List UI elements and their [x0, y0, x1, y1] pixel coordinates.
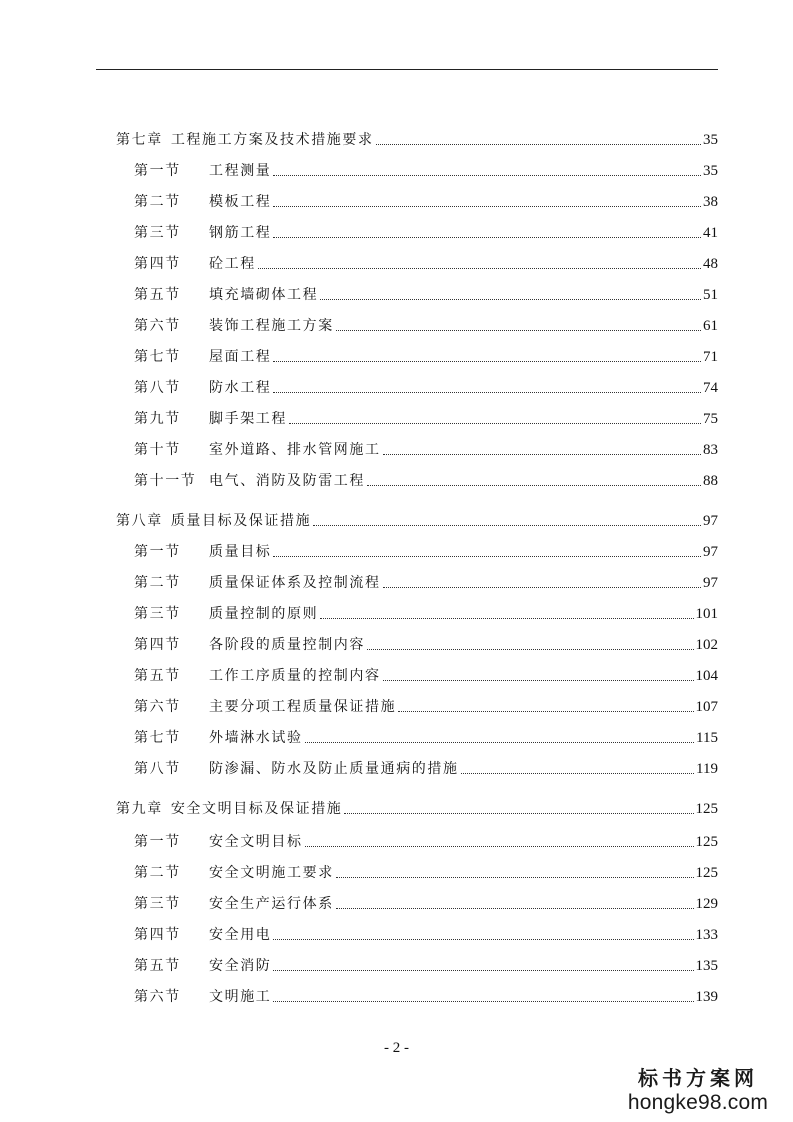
toc-leader [289, 423, 701, 424]
toc-page-number: 97 [703, 513, 718, 529]
toc-leader [273, 237, 701, 238]
toc-entry-section[interactable] [134, 344, 718, 366]
toc-page-number: 102 [695, 637, 718, 653]
toc-number: 第七节 [134, 349, 181, 365]
toc-leader [383, 454, 701, 455]
toc-leader [273, 392, 701, 393]
toc-title: 安全文明目标及保证措施 [170, 801, 343, 817]
toc-entry-section[interactable] [134, 694, 718, 716]
watermark-name: 标书方案网 [638, 1066, 758, 1090]
toc-entry-section[interactable] [134, 375, 718, 397]
toc-page-number: 139 [695, 989, 718, 1005]
toc-number: 第八节 [134, 761, 181, 777]
toc-entry-section[interactable] [134, 313, 718, 335]
toc-page-number: 119 [696, 761, 718, 777]
page-number-footer: - 2 - [384, 1040, 409, 1056]
toc-page-number: 51 [703, 287, 718, 303]
toc-title: 质量目标及保证措施 [170, 513, 312, 529]
toc-number: 第二节 [134, 865, 181, 881]
toc-entry-section[interactable] [134, 922, 718, 944]
toc-page-number: 38 [703, 194, 718, 210]
toc-number: 第七章 [116, 132, 163, 148]
toc-title: 安全用电 [209, 927, 272, 943]
toc-leader [273, 970, 693, 971]
toc-entry-chapter[interactable] [116, 127, 718, 149]
toc-entry-section[interactable] [134, 601, 718, 623]
toc-leader [398, 711, 693, 712]
toc-title: 安全生产运行体系 [209, 896, 334, 912]
toc-number: 第四节 [134, 927, 181, 943]
toc-number: 第二节 [134, 575, 181, 591]
toc-number: 第一节 [134, 163, 181, 179]
toc-entry-section[interactable] [134, 468, 718, 490]
toc-leader [461, 773, 694, 774]
toc-number: 第九节 [134, 411, 181, 427]
toc-entry-section[interactable] [134, 158, 718, 180]
toc-number: 第四节 [134, 256, 181, 272]
toc-leader [305, 846, 694, 847]
toc-leader [336, 330, 701, 331]
toc-page-number: 104 [695, 668, 718, 684]
toc-title: 质量保证体系及控制流程 [209, 575, 381, 591]
toc-entry-section[interactable] [134, 953, 718, 975]
toc-title: 钢筋工程 [209, 225, 272, 241]
toc-leader [273, 1001, 693, 1002]
toc-page-number: 41 [703, 225, 718, 241]
toc-title: 质量控制的原则 [209, 606, 319, 622]
toc-page-number: 35 [703, 132, 718, 148]
toc-page-number: 35 [703, 163, 718, 179]
toc-number: 第三节 [134, 896, 181, 912]
toc-title: 工作工序质量的控制内容 [209, 668, 381, 684]
toc-number: 第七节 [134, 730, 181, 746]
toc-entry-section[interactable] [134, 663, 718, 685]
toc-page-number: 129 [695, 896, 718, 912]
toc-leader [367, 485, 701, 486]
toc-page-number: 74 [703, 380, 718, 396]
toc-leader [376, 144, 701, 145]
toc-number: 第四节 [134, 637, 181, 653]
toc-page-number: 125 [695, 801, 718, 817]
toc-title: 屋面工程 [209, 349, 272, 365]
toc-leader [320, 618, 693, 619]
toc-leader [313, 525, 701, 526]
toc-entry-section[interactable] [134, 632, 718, 654]
toc-title: 防水工程 [209, 380, 272, 396]
toc-title: 安全文明施工要求 [209, 865, 334, 881]
toc-leader [344, 813, 693, 814]
toc-leader [305, 742, 694, 743]
toc-page-number: 97 [703, 575, 718, 591]
toc-entry-section[interactable] [134, 189, 718, 211]
toc-entry-chapter[interactable] [116, 508, 718, 530]
toc-number: 第一节 [134, 544, 181, 560]
toc-leader [336, 908, 694, 909]
toc-number: 第五节 [134, 287, 181, 303]
toc-title: 外墙淋水试验 [209, 730, 303, 746]
toc-entry-section[interactable] [134, 251, 718, 273]
toc-page-number: 135 [695, 958, 718, 974]
toc-title: 文明施工 [209, 989, 272, 1005]
toc-page-number: 48 [703, 256, 718, 272]
toc-number: 第五节 [134, 958, 181, 974]
toc-entry-section[interactable] [134, 725, 718, 747]
toc-title: 装饰工程施工方案 [209, 318, 334, 334]
toc-entry-section[interactable] [134, 406, 718, 428]
toc-entry-section[interactable] [134, 282, 718, 304]
toc-number: 第三节 [134, 606, 181, 622]
toc-entry-section[interactable] [134, 891, 718, 913]
toc-leader [383, 587, 701, 588]
toc-number: 第八章 [116, 513, 163, 529]
toc-title: 脚手架工程 [209, 411, 287, 427]
toc-entry-section[interactable] [134, 829, 718, 851]
toc-leader [336, 877, 694, 878]
toc-leader [273, 361, 701, 362]
toc-title: 工程施工方案及技术措施要求 [170, 132, 374, 148]
toc-title: 填充墙砌体工程 [209, 287, 319, 303]
toc-leader [383, 680, 694, 681]
toc-number: 第二节 [134, 194, 181, 210]
toc-title: 电气、消防及防雷工程 [209, 473, 365, 489]
toc-leader [273, 939, 693, 940]
toc-entry-chapter[interactable] [116, 796, 718, 818]
toc-page-number: 75 [703, 411, 718, 427]
toc-title: 室外道路、排水管网施工 [209, 442, 381, 458]
toc-page-number: 83 [703, 442, 718, 458]
toc-title: 防渗漏、防水及防止质量通病的措施 [209, 761, 459, 777]
toc-title: 主要分项工程质量保证措施 [209, 699, 397, 715]
toc-number: 第九章 [116, 801, 163, 817]
toc-title: 工程测量 [209, 163, 272, 179]
watermark-logo [613, 1066, 783, 1116]
toc-leader [273, 175, 701, 176]
toc-page-number: 71 [703, 349, 718, 365]
toc-title: 各阶段的质量控制内容 [209, 637, 365, 653]
toc-leader [273, 556, 701, 557]
toc-number: 第十一节 [134, 473, 197, 489]
toc-title: 安全消防 [209, 958, 272, 974]
toc-entry-section[interactable] [134, 220, 718, 242]
toc-page-number: 88 [703, 473, 718, 489]
toc-number: 第五节 [134, 668, 181, 684]
toc-page-number: 115 [696, 730, 718, 746]
toc-title: 安全文明目标 [209, 834, 303, 850]
toc-page-number: 101 [695, 606, 718, 622]
toc-number: 第八节 [134, 380, 181, 396]
toc-entry-section[interactable] [134, 437, 718, 459]
toc-page-number: 107 [695, 699, 718, 715]
toc-page-number: 133 [695, 927, 718, 943]
toc-entry-section[interactable] [134, 570, 718, 592]
toc-title: 砼工程 [209, 256, 256, 272]
toc-page-number: 125 [695, 834, 718, 850]
toc-page-number: 97 [703, 544, 718, 560]
toc-number: 第十节 [134, 442, 181, 458]
toc-leader [320, 299, 701, 300]
toc-page-number: 61 [703, 318, 718, 334]
toc-leader [258, 268, 701, 269]
toc-leader [367, 649, 694, 650]
toc-title: 模板工程 [209, 194, 272, 210]
toc-page-number: 125 [695, 865, 718, 881]
toc-number: 第六节 [134, 699, 181, 715]
toc-title: 质量目标 [209, 544, 272, 560]
toc-entry-section[interactable] [134, 539, 718, 561]
toc-number: 第六节 [134, 989, 181, 1005]
toc-number: 第一节 [134, 834, 181, 850]
toc-number: 第三节 [134, 225, 181, 241]
toc-number: 第六节 [134, 318, 181, 334]
toc-entry-section[interactable] [134, 984, 718, 1006]
toc-entry-section[interactable] [134, 756, 718, 778]
watermark-url: hongke98.com [627, 1091, 769, 1114]
toc-entry-section[interactable] [134, 860, 718, 882]
toc-leader [273, 206, 701, 207]
